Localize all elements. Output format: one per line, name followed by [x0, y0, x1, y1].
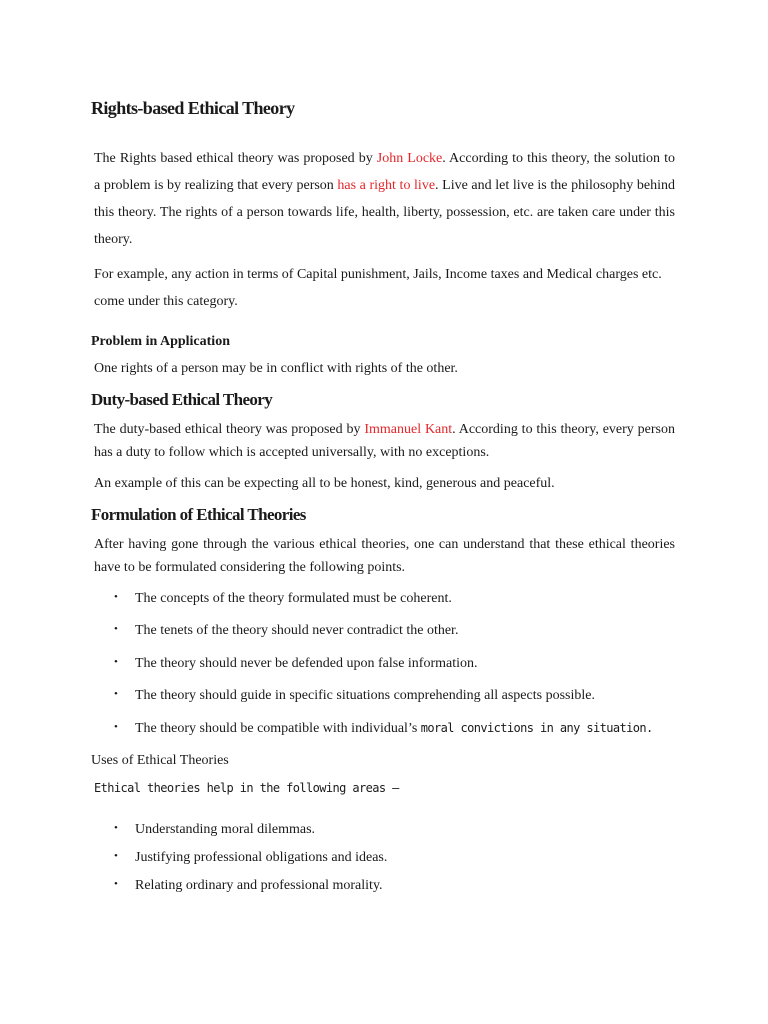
- rights-p1-text-1: The Rights based ethical theory was proposed by: [94, 151, 377, 166]
- rights-paragraph-2: For example, any action in terms of Capital punishment, Jails, Income taxes and Medical charges etc. come under this category.: [94, 267, 662, 309]
- bullet-icon: •: [114, 878, 118, 890]
- rights-p1-text-2: . According to this theory, the solution to a problem is by realizing that every person: [94, 151, 675, 193]
- heading-duty-based: Duty-based Ethical Theory: [91, 390, 273, 409]
- bullet-icon: •: [114, 721, 118, 733]
- heading-problem-in-application: Problem in Application: [91, 334, 230, 349]
- heading-uses: Uses of Ethical Theories: [91, 753, 229, 768]
- bullet-icon: •: [114, 688, 118, 700]
- bullet-icon: •: [114, 623, 118, 635]
- problem-text: One rights of a person may be in conflict with rights of the other.: [94, 361, 458, 376]
- rights-p1-text-3: . Live and let live is the philosophy behind this theory. The rights of a person towards life, health, liberty, possession, etc. are taken care under this theory.: [94, 178, 675, 247]
- bullet-icon: •: [114, 591, 118, 603]
- bullet-icon: •: [114, 850, 118, 862]
- duty-paragraph-2: An example of this can be expecting all to be honest, kind, generous and peaceful.: [94, 476, 555, 491]
- last-bullet-text-a: The theory should be compatible with individual’s: [135, 721, 421, 736]
- heading-rights-based: Rights-based Ethical Theory: [91, 98, 295, 118]
- rights-paragraph-1: [94, 145, 675, 253]
- duty-p1-text-1: The duty-based ethical theory was proposed by: [94, 422, 365, 437]
- bullet-icon: •: [114, 656, 118, 668]
- duty-p1-text-2: . According to this theory, every person has a duty to follow which is accepted universally, with no exceptions.: [94, 422, 675, 460]
- formulation-intro: After having gone through the various ethical theories, one can understand that these ethical theories have to be formulated considering the following points.: [94, 537, 675, 575]
- bullet-icon: •: [114, 822, 118, 834]
- highlight-right-to-live: has a right to live: [337, 178, 436, 193]
- document-page: Rights-based Ethical Theory The Rights based ethical theory was proposed by John Locke. According to this theory, the solution to a problem is by realizing that every person has a right to live. Live and let live is the philosophy behind this theory. The rights of a person towards life, health, liberty, possession, etc. are taken care under this theory. For example, any action in terms of Capital punishment, Jails, Income taxes and Medical charges etc. come under this category. Problem in Application One rights of a person may be in conflict with rights of the other. Duty-based Ethical Theory The duty-based ethical theory was proposed by Immanuel Kant. According to this theory, every person has a duty to follow which is accepted universally, with no exceptions. An example of this can be expecting all to be honest, kind, generous and peaceful. Formulation of Ethical Theories After having gone through the various ethical theories, one can understand that these ethical theories have to be formulated considering the following points. • The concepts of the theory formulated must be coherent. • The tenets of the theory should never contradict the other. • The theory should never be defended upon false information. • The theory should guide in specific situations comprehending all aspects possible. • The theory should be compatible with individual’s moral convictions in any situation. Uses of Ethical Theories Ethical theories help in the following areas – • Understanding moral dilemmas. • Justifying professional obligations and ideas. • Relating ordinary and professional morality.: [91, 98, 675, 893]
- link-john-locke: John Locke: [376, 151, 443, 166]
- last-bullet-text-b: moral convictions in any situation.: [420, 721, 653, 735]
- heading-formulation: Formulation of Ethical Theories: [91, 505, 306, 524]
- duty-paragraph-1: [94, 418, 675, 464]
- uses-intro: Ethical theories help in the following areas –: [94, 781, 399, 795]
- link-immanuel-kant: Immanuel Kant: [364, 422, 453, 437]
